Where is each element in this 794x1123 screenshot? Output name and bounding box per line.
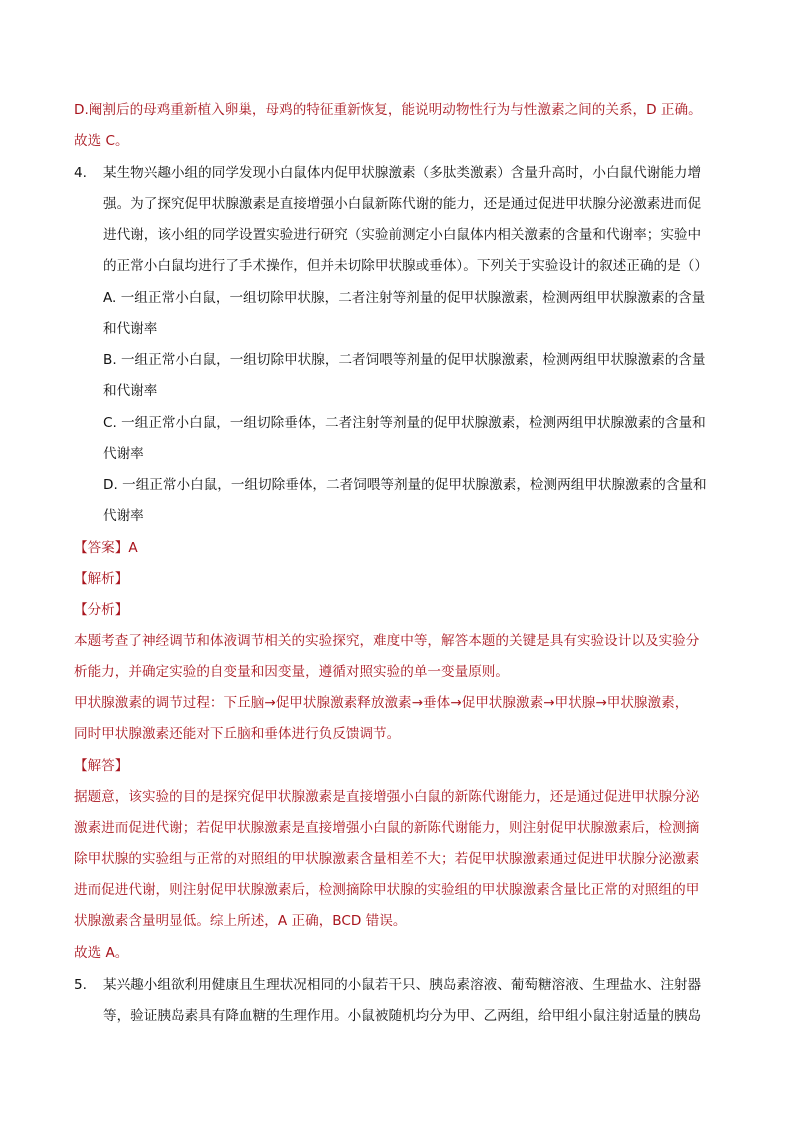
question-5-stem-line: 某兴趣小组欲利用健康且生理状况相同的小鼠若干只、胰岛素溶液、葡萄糖溶液、生理盐水、注射器 [103,977,702,993]
analysis-line: 同时甲状腺激素还能对下丘脑和垂体进行负反馈调节。 [74,726,401,742]
previous-answer-option-d: D.阉割后的母鸡重新植入卵巢，母鸡的特征重新恢复，能说明动物性行为与性激素之间的关系，D 正确。 [74,102,702,118]
question-5-stem-line: 等，验证胰岛素具有降血糖的生理作用。小鼠被随机均分为甲、乙两组，给甲组小鼠注射适量的胰岛 [103,1008,702,1024]
analysis-line: 析能力，并确定实验的自变量和因变量，遵循对照实验的单一变量原则。 [74,664,509,680]
question-4-stem-line: 强。为了探究促甲状腺激素是直接增强小白鼠新陈代谢的能力，还是通过促进甲状腺分泌激素进而促 [103,196,702,212]
question-4-option-c-continued: 代谢率 [103,446,144,462]
question-5-number: 5. [74,977,87,993]
question-4-number: 4. [74,165,87,181]
solution-line: 进而促进代谢，则注射促甲状腺激素后，检测摘除甲状腺的实验组的甲状腺激素含量比正常的对照组的甲 [74,882,700,898]
solution-line: 除甲状腺的实验组与正常的对照组的甲状腺激素含量相差不大；若促甲状腺激素通过促进甲状腺分泌激素 [74,851,700,867]
question-4-option-d: D. 一组正常小白鼠，一组切除垂体，二者饲喂等剂量的促甲状腺激素，检测两组甲状腺激素的含量和 [103,477,707,493]
question-4-stem-line: 某生物兴趣小组的同学发现小白鼠体内促甲状腺激素（多肽类激素）含量升高时，小白鼠代谢能力增 [103,165,702,181]
question-4-option-a: A. 一组正常小白鼠，一组切除甲状腺，二者注射等剂量的促甲状腺激素，检测两组甲状腺激素的含量 [103,290,706,306]
question-4-option-a-continued: 和代谢率 [103,321,158,337]
question-4-option-d-continued: 代谢率 [103,508,144,524]
solution-heading: 【解答】 [74,758,129,774]
question-4-conclusion: 故选 A。 [74,945,129,961]
solution-line: 据题意，该实验的目的是探究促甲状腺激素是直接增强小白鼠的新陈代谢能力，还是通过促进甲状腺分泌 [74,789,700,805]
question-4-stem-line: 进代谢，该小组的同学设置实验进行研究（实验前测定小白鼠体内相关激素的含量和代谢率；实验中 [103,227,702,243]
analysis-heading: 【分析】 [74,602,129,618]
explanation-heading: 【解析】 [74,571,129,587]
previous-answer-conclusion: 故选 C。 [74,133,129,149]
question-4-option-c: C. 一组正常小白鼠，一组切除垂体，二者注射等剂量的促甲状腺激素，检测两组甲状腺激素的含量和 [103,415,706,431]
question-4-option-b-continued: 和代谢率 [103,383,158,399]
answer-label: 【答案】A [74,540,138,556]
question-4-stem-line: 的正常小白鼠均进行了手术操作，但并未切除甲状腺或垂体）。下列关于实验设计的叙述正确的是（） [103,258,708,274]
solution-line: 状腺激素含量明显低。综上所述，A 正确，BCD 错误。 [74,913,407,929]
solution-line: 激素进而促进代谢；若促甲状腺激素是直接增强小白鼠的新陈代谢能力，则注射促甲状腺激素后，检测摘 [74,820,700,836]
analysis-line: 本题考查了神经调节和体液调节相关的实验探究，难度中等，解答本题的关键是具有实验设计以及实验分 [74,633,700,649]
analysis-line: 甲状腺激素的调节过程：下丘脑→促甲状腺激素释放激素→垂体→促甲状腺激素→甲状腺→甲状腺激素， [74,695,689,711]
question-4-option-b: B. 一组正常小白鼠，一组切除甲状腺，二者饲喂等剂量的促甲状腺激素，检测两组甲状腺激素的含量 [103,352,706,368]
